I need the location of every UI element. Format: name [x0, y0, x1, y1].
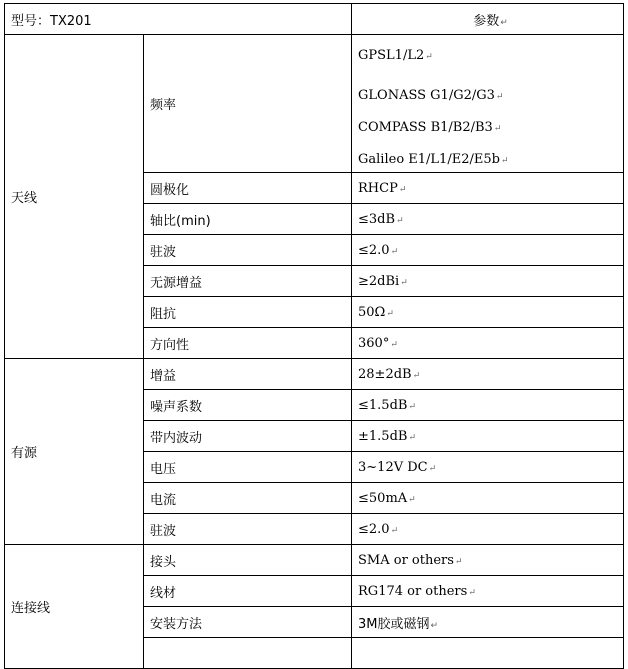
param-name: 驻波	[144, 514, 352, 545]
params-label: 参数	[473, 13, 500, 29]
param-name: 圆极化	[144, 173, 352, 204]
return-mark-icon: ↵	[386, 308, 394, 319]
section-label-active: 有源	[5, 359, 144, 545]
empty-cell	[352, 638, 624, 669]
return-mark-icon: ↵	[396, 215, 404, 226]
return-mark-icon: ↵	[390, 246, 399, 257]
param-value: ≥2dBi↵	[352, 266, 624, 297]
param-name: 增益	[144, 359, 352, 390]
param-name: 阻抗	[144, 297, 352, 328]
param-value: ≤3dB↵	[352, 204, 624, 235]
param-value: SMA or others↵	[352, 545, 624, 576]
model-label: 型号：TX201	[11, 13, 92, 29]
param-value: 360°↵	[352, 328, 624, 359]
param-value: ≤2.0↵	[352, 235, 624, 266]
return-mark-icon: ↵	[398, 184, 407, 195]
param-name: 噪声系数	[144, 390, 352, 421]
frequency-value: COMPASS B1/B2/B3↵	[358, 120, 502, 135]
param-name: 驻波	[144, 235, 352, 266]
param-value: RG174 or others↵	[352, 576, 624, 607]
frequency-value: GLONASS G1/G2/G3↵	[358, 88, 504, 103]
return-mark-icon: ↵	[500, 156, 509, 166]
frequency-value: GPSL1/L2↵	[358, 48, 433, 63]
return-mark-icon: ↵	[390, 525, 399, 536]
param-name: 接头	[144, 545, 352, 576]
param-name: 频率	[144, 35, 352, 173]
param-value: ±1.5dB↵	[352, 421, 624, 452]
header-row	[5, 4, 624, 35]
section-label-cable: 连接线	[5, 545, 144, 669]
param-name: 安装方法	[144, 607, 352, 638]
spec-table	[4, 3, 624, 669]
param-value: ≤2.0↵	[352, 514, 624, 545]
return-mark-icon: ↵	[408, 432, 417, 443]
return-mark-icon: ↵	[425, 52, 433, 62]
param-name: 电压	[144, 452, 352, 483]
return-mark-icon: ↵	[493, 124, 502, 134]
table-row	[5, 545, 624, 576]
table-row	[5, 359, 624, 390]
param-name: 电流	[144, 483, 352, 514]
params-header-cell	[352, 4, 624, 35]
param-value: RHCP↵	[352, 173, 624, 204]
return-mark-icon: ↵	[468, 587, 476, 598]
section-label-antenna: 天线	[5, 35, 144, 359]
param-value: 50Ω↵	[352, 297, 624, 328]
return-mark-icon: ↵	[428, 463, 437, 474]
param-name: 方向性	[144, 328, 352, 359]
param-value: 3M胶或磁钢↵	[352, 607, 624, 638]
frequency-value: Galileo E1/L1/E2/E5b↵	[358, 152, 509, 167]
param-name: 线材	[144, 576, 352, 607]
return-mark-icon: ↵	[390, 339, 398, 350]
param-value: ≤1.5dB↵	[352, 390, 624, 421]
param-name: 无源增益	[144, 266, 352, 297]
param-name: 轴比(min)	[144, 204, 352, 235]
return-mark-icon: ↵	[454, 556, 463, 567]
return-mark-icon: ↵	[495, 92, 504, 102]
param-value: ≤50mA↵	[352, 483, 624, 514]
table-row	[5, 35, 624, 173]
return-mark-icon: ↵	[430, 620, 439, 631]
model-cell	[5, 4, 352, 35]
return-mark-icon: ↵	[500, 17, 508, 28]
return-mark-icon: ↵	[408, 401, 417, 412]
frequency-values	[352, 35, 624, 173]
param-value: 28±2dB↵	[352, 359, 624, 390]
param-name: 带内波动	[144, 421, 352, 452]
return-mark-icon: ↵	[400, 277, 408, 288]
return-mark-icon: ↵	[412, 370, 421, 381]
return-mark-icon: ↵	[408, 494, 416, 505]
empty-cell	[144, 638, 352, 669]
param-value: 3~12V DC↵	[352, 452, 624, 483]
